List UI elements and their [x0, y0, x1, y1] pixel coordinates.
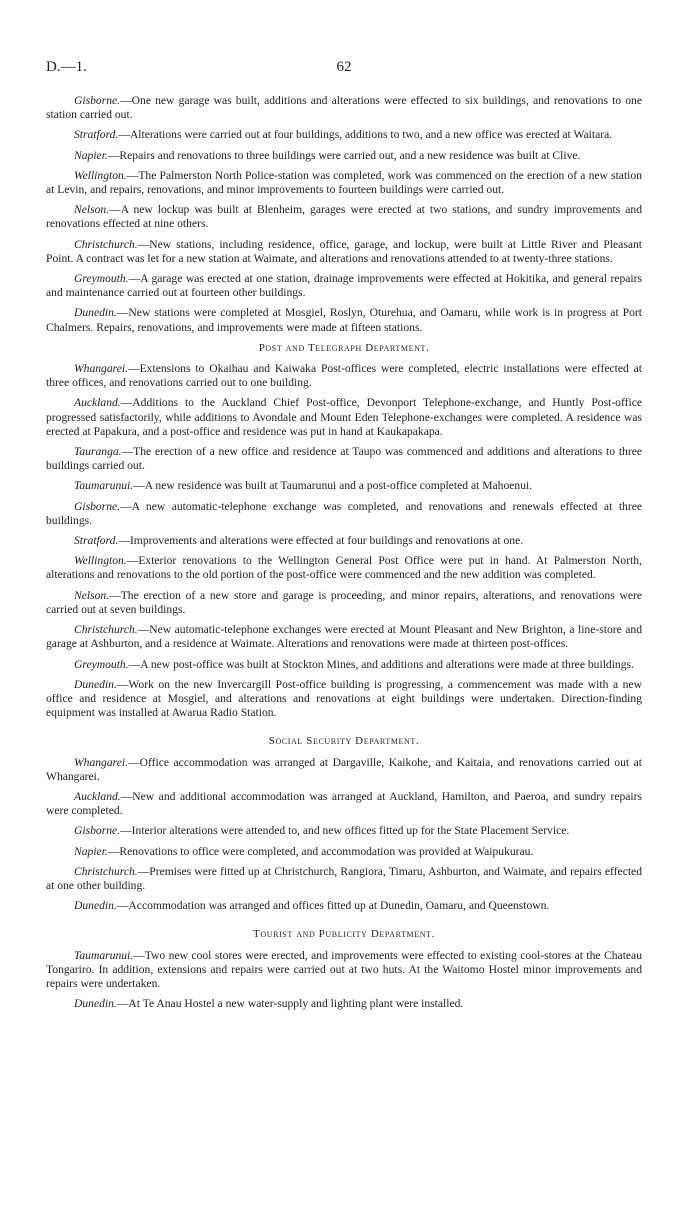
- paragraph-text: —Premises were fitted up at Christchurch, Rangiora, Timaru, Ashburton, and Waimate, and repairs effected at one other building.: [46, 864, 642, 892]
- paragraph: [46, 534, 642, 548]
- section-heading: Post and Telegraph Department.: [258, 341, 430, 354]
- place-name: Nelson.: [74, 588, 110, 602]
- paragraph: [46, 899, 642, 913]
- paragraph-text: —Repairs and renovations to three buildings were carried out, and a new residence was built at Clive.: [107, 148, 581, 162]
- paragraph: [46, 479, 642, 493]
- paragraph: [46, 396, 642, 439]
- place-name: Gisborne.: [74, 94, 121, 107]
- paragraph-text: —A new post-office was built at Stockton Mines, and additions and alterations were made at three buildings.: [128, 657, 634, 671]
- paragraph-text: —The erection of a new store and garage is proceeding, and minor repairs, alterations, and renovations were carried out at seven buildings.: [46, 588, 642, 616]
- place-name: Gisborne.: [74, 824, 121, 838]
- place-name: Napier.: [74, 148, 108, 162]
- paragraph: [46, 658, 642, 672]
- place-name: Whangarei.: [74, 755, 128, 769]
- place-name: Stratford.: [74, 128, 119, 142]
- place-name: Greymouth.: [74, 657, 129, 671]
- place-name: Auckland.: [74, 396, 121, 410]
- paragraph-text: —Alterations were carried out at four buildings, additions to two, and a new office was erected at Waitara.: [118, 128, 613, 142]
- paragraph: [46, 623, 642, 651]
- section: [46, 734, 642, 913]
- place-name: Dunedin.: [74, 306, 117, 320]
- paragraph: [46, 865, 642, 893]
- section-heading: Tourist and Publicity Department.: [253, 928, 435, 941]
- paragraph: [46, 203, 642, 231]
- place-name: Wellington.: [74, 554, 127, 568]
- place-name: Taumarunui.: [74, 948, 134, 962]
- place-name: Tauranga.: [74, 445, 122, 459]
- paragraph-text: —Exterior renovations to the Wellington General Post Office were put in hand. At Palmerston North, alterations and renovations to the old portion of the post-office were commenced and the new addition was completed.: [46, 554, 642, 582]
- place-name: Dunedin.: [74, 997, 117, 1011]
- paragraph: [46, 445, 642, 473]
- place-name: Napier.: [74, 844, 108, 858]
- paragraph: [46, 678, 642, 721]
- paragraph-text: —A new automatic-telephone exchange was completed, and renovations and renewals effected at three buildings.: [46, 499, 642, 527]
- place-name: Taumarunui.: [74, 479, 134, 493]
- paragraph: [46, 169, 642, 197]
- place-name: Christchurch.: [74, 237, 138, 251]
- place-name: Greymouth.: [74, 272, 129, 286]
- paragraph: [46, 238, 642, 266]
- running-header: [46, 60, 642, 78]
- paragraph-text: —Extensions to Okaihau and Kaiwaka Post-offices were completed, electric installations were effected at three offices, and renovations carried out to one building.: [46, 362, 642, 390]
- page-number: 62: [336, 59, 352, 75]
- paragraph-text: —One new garage was built, additions and alterations were effected to six buildings, and renovations to one station carried out.: [46, 94, 642, 122]
- section: [46, 341, 642, 720]
- paragraph-text: —Additions to the Auckland Chief Post-office, Devonport Telephone-exchange, and Huntly Post-office progressed satisfactorily, while additions to Avondale and Mount Eden Telephone-exchanges were completed. A residence was erected at Papakura, and a post-office and residence was put in hand at Kaukapakapa.: [46, 396, 642, 438]
- paragraph: [46, 149, 642, 163]
- paragraph: [46, 500, 642, 528]
- paragraph: [46, 949, 642, 992]
- paragraph-text: —New automatic-telephone exchanges were erected at Mount Pleasant and New Brighton, a line-store and garage at Ashburton, and a residence at Waimate. Alterations and renovations were made at thirteen post-offices.: [46, 623, 642, 651]
- place-name: Auckland.: [74, 789, 121, 803]
- paragraph-text: —At Te Anau Hostel a new water-supply and lighting plant were installed.: [116, 997, 464, 1011]
- paragraph-text: —New stations were completed at Mosgiel, Roslyn, Oturehua, and Oamaru, while work is in progress at Port Chalmers. Repairs, renovations, and improvements were made at fifteen stations.: [46, 306, 642, 334]
- paragraph-text: —Renovations to office were completed, and accommodation was provided at Waipukurau.: [107, 844, 534, 858]
- paragraph-text: —Interior alterations were attended to, and new offices fitted up for the State Placement Service.: [120, 824, 570, 838]
- paragraph-text: —Office accommodation was arranged at Dargaville, Kaikohe, and Kaitaia, and renovations carried out at Whangarei.: [46, 755, 642, 783]
- paragraph: [46, 94, 642, 122]
- paragraph: [46, 790, 642, 818]
- place-name: Nelson.: [74, 203, 110, 217]
- place-name: Wellington.: [74, 168, 127, 182]
- paragraph: [46, 997, 642, 1011]
- paragraph: [46, 845, 642, 859]
- paragraph-text: —New and additional accommodation was arranged at Auckland, Hamilton, and Paeroa, and sundry repairs were completed.: [46, 789, 642, 818]
- place-name: Dunedin.: [74, 899, 117, 913]
- paragraph-text: —The Palmerston North Police-station was completed, work was commenced on the erection of a new station at Levin, and repairs, renovations, and minor improvements to fourteen buildings were carried out.: [46, 168, 642, 197]
- place-name: Whangarei.: [74, 362, 128, 376]
- document-body: [46, 94, 642, 1017]
- paragraph-text: —Work on the new Invercargill Post-office building is progressing, a commencement was made with a new office and residence at Mosgiel, and alterations and renovations at eight buildings were undertaken. Direction-finding equipment was installed at Awarua Radio Station.: [46, 677, 642, 720]
- paragraph-text: —Two new cool stores were erected, and improvements were effected to existing cool-stores at the Chateau Tongariro. In addition, extensions and repairs were carried out at two huts. At the Waitomo Hostel minor improvements and repairs were undertaken.: [46, 948, 642, 990]
- paragraph: [46, 554, 642, 582]
- paragraph: [46, 306, 642, 334]
- section: [46, 927, 642, 1011]
- section-heading: Social Security Department.: [268, 735, 420, 748]
- paragraph-text: —A new lockup was built at Blenheim, garages were erected at two stations, and sundry improvements and renovations effected at nine others.: [46, 203, 642, 231]
- paragraph: [46, 128, 642, 142]
- paragraph-text: —A new residence was built at Taumarunui and a post-office completed at Mahoenui.: [133, 479, 533, 493]
- paragraph-text: —New stations, including residence, office, garage, and lockup, were built at Little River and Pleasant Point. A contract was let for a new station at Waimate, and alterations and renovations attended to at twenty-three stations.: [46, 237, 642, 265]
- place-name: Christchurch.: [74, 623, 138, 637]
- place-name: Christchurch.: [74, 864, 138, 878]
- section: [46, 94, 642, 335]
- paragraph-text: —The erection of a new office and residence at Taupo was commenced and additions and alterations to three buildings carried out.: [46, 445, 642, 473]
- paragraph: [46, 824, 642, 838]
- paragraph: [46, 272, 642, 300]
- place-name: Stratford.: [74, 534, 119, 548]
- paragraph: [46, 362, 642, 390]
- place-name: Dunedin.: [74, 677, 117, 691]
- paragraph-text: —Improvements and alterations were effected at four buildings and renovations at one.: [118, 534, 524, 548]
- paragraph-text: —A garage was erected at one station, drainage improvements were effected at Hokitika, and general repairs and maintenance carried out at fourteen other buildings.: [46, 272, 642, 300]
- paragraph: [46, 756, 642, 784]
- place-name: Gisborne.: [74, 499, 121, 513]
- paragraph: [46, 589, 642, 617]
- document-reference: D.—1.: [46, 59, 87, 75]
- paragraph-text: —Accommodation was arranged and offices fitted up at Dunedin, Oamaru, and Queenstown.: [116, 899, 550, 913]
